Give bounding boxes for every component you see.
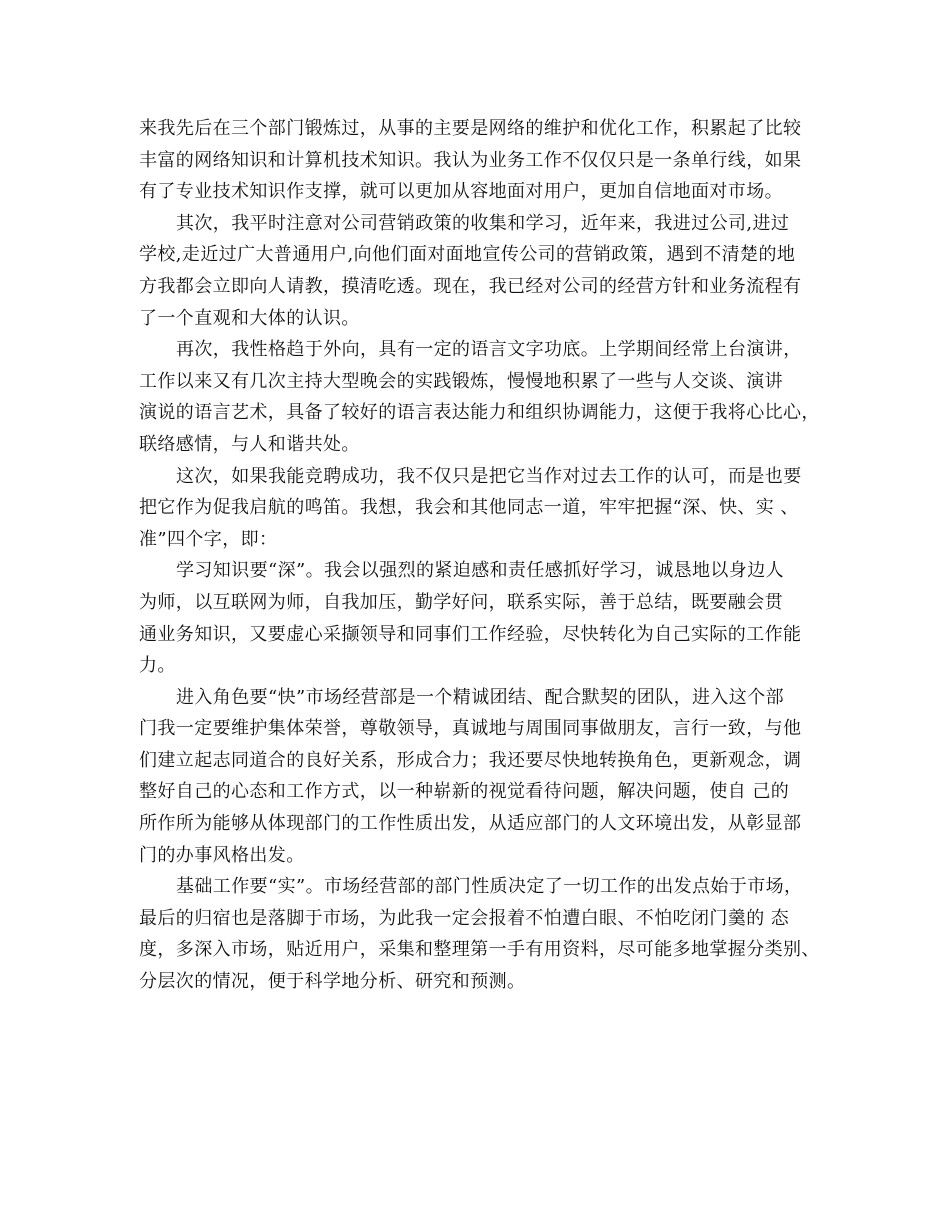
- text-line: 分层次的情况，便于科学地分析、研究和预测。: [139, 971, 526, 993]
- text-line: 演说的语言艺术，具备了较好的语言表达能力和组织协调能力，这便于我将心比心，: [139, 402, 820, 424]
- text-line: 为师，以互联网为师，自我加压，勤学好问，联系实际，善于总结，既要融会贯: [139, 591, 783, 613]
- document-body: [139, 113, 829, 998]
- paragraph-start-line: 这次，如果我能竞聘成功，我不仅只是把它当作对过去工作的认可，而是也要: [176, 465, 802, 487]
- text-line: 把它作为促我启航的鸣笛。我想，我会和其他同志一道，牢牢把握“深、快、实 、: [139, 497, 799, 519]
- text-line: 学校,走近过广大普通用户,向他们面对面地宣传公司的营销政策，遇到不清楚的地: [139, 244, 796, 266]
- paragraph-start-line: 基础工作要“实”。市场经营部的部门性质决定了一切工作的出发点始于市场，: [176, 876, 803, 898]
- text-line: 工作以来又有几次主持大型晚会的实践锻炼，慢慢地积累了一些与人交谈、演讲: [139, 370, 783, 392]
- text-line: 所作所为能够从体现部门的工作性质出发，从适应部门的人文环境出发，从彰显部: [139, 813, 802, 835]
- text-line: 方我都会立即向人请教，摸清吃透。现在，我已经对公司的经营方针和业务流程有: [139, 275, 802, 297]
- text-line: 力。: [139, 655, 176, 677]
- text-line: 门的办事风格出发。: [139, 844, 305, 866]
- paragraph-start-line: 学习知识要“深”。我会以强烈的紧迫感和责任感抓好学习，诚恳地以身边人: [176, 560, 785, 582]
- text-line: 最后的归宿也是落脚于市场，为此我一定会报着不怕遭白眼、不怕吃闭门羹的 态: [139, 907, 790, 929]
- text-line: 通业务知识，又要虚心采撷领导和同事们工作经验，尽快转化为自己实际的工作能: [139, 623, 802, 645]
- paragraph-start-line: 再次，我性格趋于外向，具有一定的语言文字功底。上学期间经常上台演讲，: [176, 339, 802, 361]
- text-line: 了一个直观和大体的认识。: [139, 307, 360, 329]
- text-line: 联络感情，与人和谐共处。: [139, 433, 360, 455]
- text-line: 整好自己的心态和工作方式，以一种崭新的视觉看待问题，解决问题，使自 己的: [139, 781, 790, 803]
- text-line: 来我先后在三个部门锻炼过，从事的主要是网络的维护和优化工作，积累起了比较: [139, 118, 802, 139]
- text-line: 丰富的网络知识和计算机技术知识。我认为业务工作不仅仅只是一条单行线，如果: [139, 149, 802, 171]
- text-line: 们建立起志同道合的良好关系，形成合力；我还要尽快地转换角色，更新观念，调: [139, 749, 802, 771]
- text-line: 门我一定要维护集体荣誉，尊敬领导，真诚地与周围同事做朋友，言行一致，与他: [139, 718, 802, 740]
- paragraph-start-line: 其次，我平时注意对公司营销政策的收集和学习，近年来，我进过公司,进过: [176, 212, 790, 234]
- paragraph-start-line: 进入角色要“快”市场经营部是一个精诚团结、配合默契的团队，进入这个部: [176, 686, 785, 708]
- text-line: 有了专业技术知识作支撑，就可以更加从容地面对用户，更加自信地面对市场。: [139, 181, 783, 203]
- text-line: 准”四个字，即：: [139, 528, 278, 550]
- text-line: 度，多深入市场，贴近用户，采集和整理第一手有用资料，尽可能多地掌握分类别、: [139, 939, 820, 961]
